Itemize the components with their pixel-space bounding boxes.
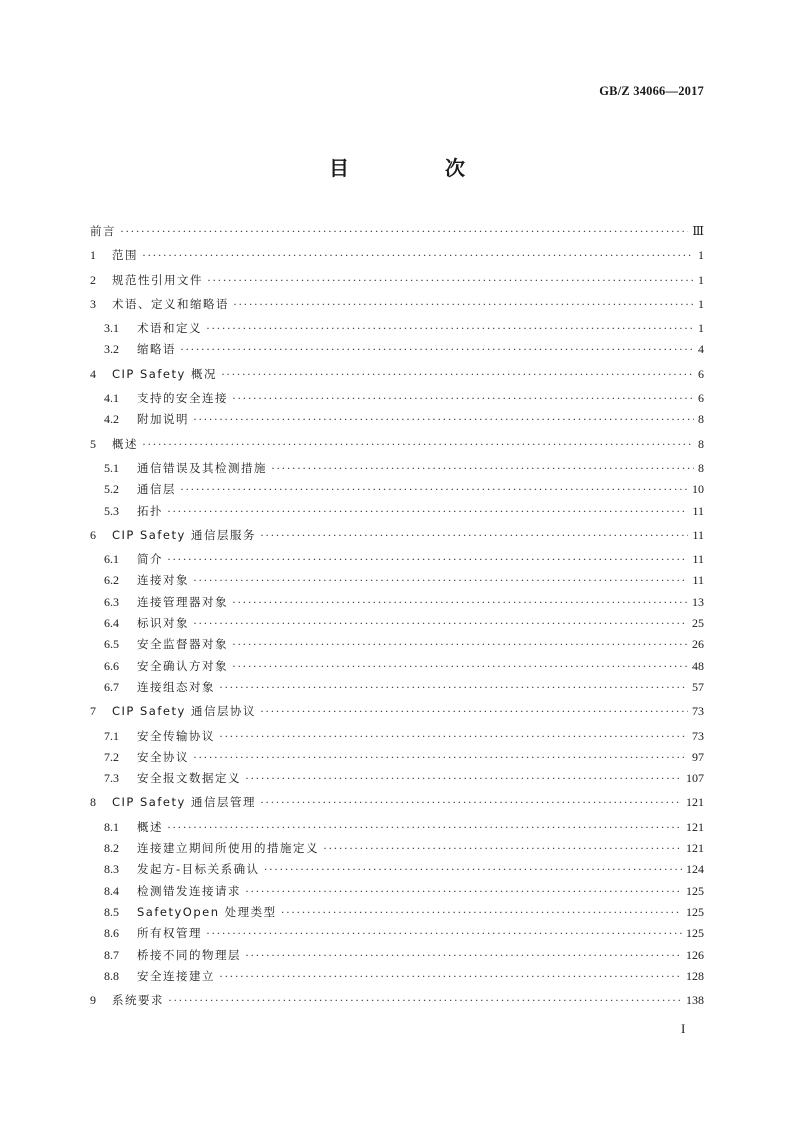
toc-entry-number: 7.3 xyxy=(104,771,119,786)
toc-entry-number: 8.1 xyxy=(104,819,119,834)
toc-entry-page: 121 xyxy=(686,819,704,834)
toc-entry-number: 6.3 xyxy=(104,594,119,609)
toc-entry[interactable] xyxy=(90,364,704,385)
toc-entry[interactable] xyxy=(90,434,704,455)
toc-entry-page: 128 xyxy=(686,968,704,983)
toc-leader-dots xyxy=(193,747,688,768)
toc-leader-dots xyxy=(193,613,688,634)
toc-leader-dots xyxy=(232,388,694,409)
toc-entry-page: 13 xyxy=(692,594,704,609)
toc-entry-page: 125 xyxy=(686,926,704,941)
toc-entry-page: 121 xyxy=(686,795,704,810)
toc-entry-label: 安全传输协议 xyxy=(137,728,215,743)
toc-leader-dots xyxy=(206,923,682,944)
toc-entry[interactable] xyxy=(90,270,704,291)
toc-entry[interactable] xyxy=(90,501,704,522)
toc-leader-dots xyxy=(167,549,688,570)
toc-entry-page: 11 xyxy=(692,527,704,542)
toc-entry-page: 107 xyxy=(686,771,704,786)
toc-entry-label: 所有权管理 xyxy=(137,926,202,941)
toc-entry[interactable] xyxy=(90,613,704,634)
toc-entry-number: 6 xyxy=(90,527,96,542)
toc-leader-dots xyxy=(281,902,682,923)
toc-leader-dots xyxy=(260,525,688,546)
toc-entry[interactable] xyxy=(90,881,704,902)
toc-entry-page: 97 xyxy=(692,749,704,764)
toc-entry-label: 连接管理器对象 xyxy=(137,594,228,609)
toc-entry[interactable] xyxy=(90,677,704,698)
toc-entry-number: 8.7 xyxy=(104,947,119,962)
toc-entry-label: CIP Safety 概况 xyxy=(112,366,217,381)
toc-entry-label: 安全连接建立 xyxy=(137,968,215,983)
toc-entry-page: 1 xyxy=(698,272,704,287)
toc-entry[interactable] xyxy=(90,479,704,500)
toc-entry-number: 7.2 xyxy=(104,749,119,764)
toc-entry-label: CIP Safety 通信层管理 xyxy=(112,795,256,810)
toc-leader-dots xyxy=(219,677,688,698)
toc-entry-page: 6 xyxy=(698,366,704,381)
toc-leader-dots xyxy=(323,838,682,859)
toc-entry-page: 10 xyxy=(692,482,704,497)
toc-leader-dots xyxy=(245,945,682,966)
toc-entry-label: 简介 xyxy=(137,552,163,567)
toc-entry-label: 发起方-目标关系确认 xyxy=(137,862,260,877)
toc-entry-page: 125 xyxy=(686,883,704,898)
toc-entry[interactable] xyxy=(90,701,704,722)
toc-entry[interactable] xyxy=(90,221,704,242)
toc-entry-page: 125 xyxy=(686,904,704,919)
toc-entry-label: 连接建立期间所使用的措施定义 xyxy=(137,841,319,856)
toc-leader-dots xyxy=(233,294,694,315)
toc-entry-page: 1 xyxy=(698,248,704,263)
toc-entry-page: Ⅲ xyxy=(692,224,704,238)
toc-entry[interactable] xyxy=(90,817,704,838)
page-title: 目 次 xyxy=(329,156,503,180)
toc-entry-page: 11 xyxy=(692,503,704,518)
toc-leader-dots xyxy=(167,817,682,838)
toc-entry-page: 6 xyxy=(698,391,704,406)
toc-entry-number: 6.7 xyxy=(104,679,119,694)
toc-leader-dots xyxy=(207,270,694,291)
toc-entry-label: 规范性引用文件 xyxy=(112,272,203,287)
toc-entry-number: 8.3 xyxy=(104,862,119,877)
toc-leader-dots xyxy=(180,479,688,500)
toc-entry-number: 8.6 xyxy=(104,926,119,941)
toc-entry-number: 7 xyxy=(90,704,96,719)
toc-entry[interactable] xyxy=(90,525,704,546)
toc-entry-page: 26 xyxy=(692,637,704,652)
toc-entry-label: 拓扑 xyxy=(137,503,163,518)
toc-entry-number: 5.3 xyxy=(104,503,119,518)
toc-entry[interactable] xyxy=(90,592,704,613)
toc-entry-label: 附加说明 xyxy=(137,412,189,427)
toc-entry[interactable] xyxy=(90,656,704,677)
toc-entry-page: 8 xyxy=(698,412,704,427)
toc-entry-label: 安全报文数据定义 xyxy=(137,771,241,786)
toc-entry-page: 73 xyxy=(692,728,704,743)
toc-entry-page: 4 xyxy=(698,342,704,357)
toc-entry-number: 4.2 xyxy=(104,412,119,427)
toc-entry-page: 11 xyxy=(692,552,704,567)
toc-entry-label: CIP Safety 通信层服务 xyxy=(112,527,256,542)
table-of-contents xyxy=(90,221,704,1011)
toc-entry[interactable] xyxy=(90,634,704,655)
toc-entry-number: 4 xyxy=(90,366,96,381)
toc-entry-page: 124 xyxy=(686,862,704,877)
toc-entry-label: SafetyOpen 处理类型 xyxy=(137,904,277,919)
toc-entry-number: 8.8 xyxy=(104,968,119,983)
toc-entry-number: 5.1 xyxy=(104,460,119,475)
toc-leader-dots xyxy=(193,409,694,430)
toc-entry-label: 前言 xyxy=(90,224,116,238)
toc-leader-dots xyxy=(142,245,694,266)
toc-entry[interactable] xyxy=(90,902,704,923)
toc-entry-label: 安全协议 xyxy=(137,749,189,764)
toc-entry-number: 3 xyxy=(90,296,96,311)
standard-code: GB/Z 34066—2017 xyxy=(599,84,704,98)
toc-leader-dots xyxy=(142,434,694,455)
toc-leader-dots xyxy=(245,768,682,789)
toc-entry-label: 概述 xyxy=(112,436,138,451)
toc-entry-number: 6.2 xyxy=(104,573,119,588)
toc-entry-label: 范围 xyxy=(112,248,138,263)
toc-entry-label: 术语和定义 xyxy=(137,321,202,336)
toc-leader-dots xyxy=(260,701,688,722)
toc-entry-number: 5 xyxy=(90,436,96,451)
toc-entry-number: 7.1 xyxy=(104,728,119,743)
toc-entry[interactable] xyxy=(90,409,704,430)
toc-entry-label: 通信错误及其检测措施 xyxy=(137,460,267,475)
toc-entry-number: 6.4 xyxy=(104,616,119,631)
toc-entry-label: 检测错发连接请求 xyxy=(137,883,241,898)
toc-leader-dots xyxy=(168,990,682,1011)
toc-entry-page: 8 xyxy=(698,460,704,475)
toc-entry[interactable] xyxy=(90,570,704,591)
toc-entry-page: 48 xyxy=(692,658,704,673)
toc-entry[interactable] xyxy=(90,318,704,339)
toc-leader-dots xyxy=(232,592,688,613)
toc-entry-label: CIP Safety 通信层协议 xyxy=(112,704,256,719)
toc-leader-dots xyxy=(232,656,688,677)
toc-entry-page: 1 xyxy=(698,321,704,336)
toc-entry[interactable] xyxy=(90,245,704,266)
toc-leader-dots xyxy=(219,726,688,747)
toc-entry-number: 6.1 xyxy=(104,552,119,567)
toc-entry-page: 8 xyxy=(698,436,704,451)
toc-entry-label: 安全监督器对象 xyxy=(137,637,228,652)
toc-entry-page: 126 xyxy=(686,947,704,962)
toc-entry-label: 桥接不同的物理层 xyxy=(137,947,241,962)
toc-entry-number: 2 xyxy=(90,272,96,287)
toc-entry[interactable] xyxy=(90,838,704,859)
toc-entry-label: 连接组态对象 xyxy=(137,679,215,694)
toc-entry-label: 安全确认方对象 xyxy=(137,658,228,673)
toc-entry-page: 1 xyxy=(698,296,704,311)
toc-entry[interactable] xyxy=(90,768,704,789)
toc-entry[interactable] xyxy=(90,945,704,966)
toc-entry-label: 连接对象 xyxy=(137,573,189,588)
toc-entry-number: 6.5 xyxy=(104,637,119,652)
toc-leader-dots xyxy=(260,792,682,813)
toc-entry-number: 9 xyxy=(90,993,96,1008)
toc-leader-dots xyxy=(219,966,682,987)
toc-entry-number: 6.6 xyxy=(104,658,119,673)
toc-leader-dots xyxy=(167,501,688,522)
toc-entry[interactable] xyxy=(90,792,704,813)
toc-leader-dots xyxy=(264,859,682,880)
page-number: I xyxy=(681,1021,686,1036)
toc-leader-dots xyxy=(221,364,694,385)
toc-entry-number: 8.4 xyxy=(104,883,119,898)
toc-entry[interactable] xyxy=(90,388,704,409)
toc-entry-label: 缩略语 xyxy=(137,342,176,357)
toc-entry-label: 标识对象 xyxy=(137,616,189,631)
toc-leader-dots xyxy=(120,221,688,242)
toc-entry[interactable] xyxy=(90,549,704,570)
toc-entry[interactable] xyxy=(90,458,704,479)
toc-entry[interactable] xyxy=(90,859,704,880)
toc-entry[interactable] xyxy=(90,747,704,768)
toc-entry-label: 系统要求 xyxy=(112,993,164,1008)
toc-entry-page: 11 xyxy=(692,573,704,588)
toc-entry-label: 概述 xyxy=(137,819,163,834)
toc-entry-page: 138 xyxy=(686,993,704,1008)
toc-entry-number: 4.1 xyxy=(104,391,119,406)
toc-entry-number: 8.5 xyxy=(104,904,119,919)
toc-entry-label: 术语、定义和缩略语 xyxy=(112,296,229,311)
toc-leader-dots xyxy=(193,570,688,591)
toc-entry-number: 3.2 xyxy=(104,342,119,357)
toc-entry[interactable] xyxy=(90,923,704,944)
toc-leader-dots xyxy=(271,458,694,479)
toc-leader-dots xyxy=(232,634,688,655)
toc-entry-page: 121 xyxy=(686,841,704,856)
toc-entry-page: 73 xyxy=(692,704,704,719)
toc-leader-dots xyxy=(180,339,694,360)
toc-entry-number: 8 xyxy=(90,795,96,810)
toc-entry-page: 57 xyxy=(692,679,704,694)
toc-entry-page: 25 xyxy=(692,616,704,631)
toc-leader-dots xyxy=(245,881,682,902)
toc-entry-number: 3.1 xyxy=(104,321,119,336)
toc-entry[interactable] xyxy=(90,990,704,1011)
toc-leader-dots xyxy=(206,318,694,339)
toc-entry-number: 8.2 xyxy=(104,841,119,856)
toc-entry[interactable] xyxy=(90,726,704,747)
toc-entry-number: 5.2 xyxy=(104,482,119,497)
toc-entry-label: 通信层 xyxy=(137,482,176,497)
toc-entry[interactable] xyxy=(90,966,704,987)
toc-entry[interactable] xyxy=(90,339,704,360)
toc-entry-label: 支持的安全连接 xyxy=(137,391,228,406)
toc-entry-number: 1 xyxy=(90,248,96,263)
toc-entry[interactable] xyxy=(90,294,704,315)
